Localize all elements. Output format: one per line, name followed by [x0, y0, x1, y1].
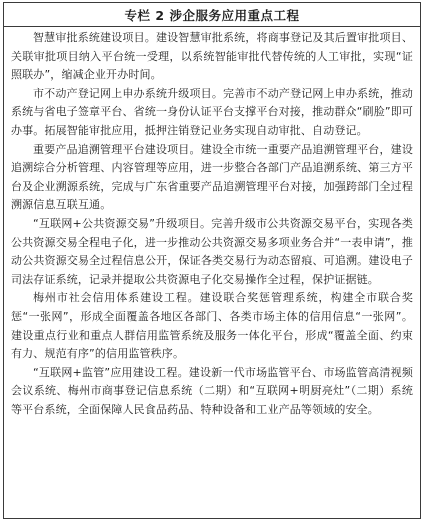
panel-content [4, 27, 420, 419]
paragraph-public-resource-trading: “互联网+公共资源交易”升级项目。完善升级市公共资源交易平台，实现各类公共资源交易全程电子化，进一步推动公共资源交易多项业务合并“一表申请”，推动公共资源交易全过程信息公开，保证各类交易行为动态留痕、可追溯。建设电子司法存证系统，记录并提取公共资源电子化交易操作全过程，保护证据链。 [11, 216, 413, 286]
paragraph-internet-supervision: “互联网+监管”应用建设工程。建设新一代市场监管平台、市场监管高清视频会议系统、梅州市商事登记信息系统（二期）和“互联网+明厨亮灶”（二期）系统等平台系统，全面保障人民食品药品、特种设备和工业产品等领域的安全。 [11, 365, 413, 416]
sidebar-panel [3, 2, 421, 519]
paragraph-property-registration: 市不动产登记网上申办系统升级项目。完善市不动产登记网上申办系统，推动系统与省电子签章平台、省统一身份认证平台支撑平台对接，推动群众“刷脸”即可办事。拓展智能审批应用，抵押注销登记业务实现自动审批、自动登记。 [11, 86, 413, 137]
panel-title: 专栏 2 涉企服务应用重点工程 [4, 3, 420, 27]
paragraph-smart-approval: 智慧审批系统建设项目。建设智慧审批系统，将商事登记及其后置审批项目、关联审批项目纳入平台统一受理，以系统智能审批代替传统的人工审批，实现“证照联办”，缩减企业开办时间。 [11, 31, 413, 82]
paragraph-credit-system: 梅州市社会信用体系建设工程。建设联合奖惩管理系统，构建全市联合奖惩“一张网”，形成全面覆盖各地区各部门、各类市场主体的信用信息“一张网”。建设重点行业和重点人群信用监管系统及服务一体化平台，形成“覆盖全面、约束有力、规范有序”的信用监管秩序。 [11, 291, 413, 361]
paragraph-product-traceability: 重要产品追溯管理平台建设项目。建设全市统一重要产品追溯管理平台，建设追溯综合分析管理、内容管理等应用，进一步整合各部门产品追溯系统、第三方平台及企业溯源系统，完成与广东省重要产品追溯管理平台对接，加强跨部门全过程溯源信息互联互通。 [11, 142, 413, 212]
